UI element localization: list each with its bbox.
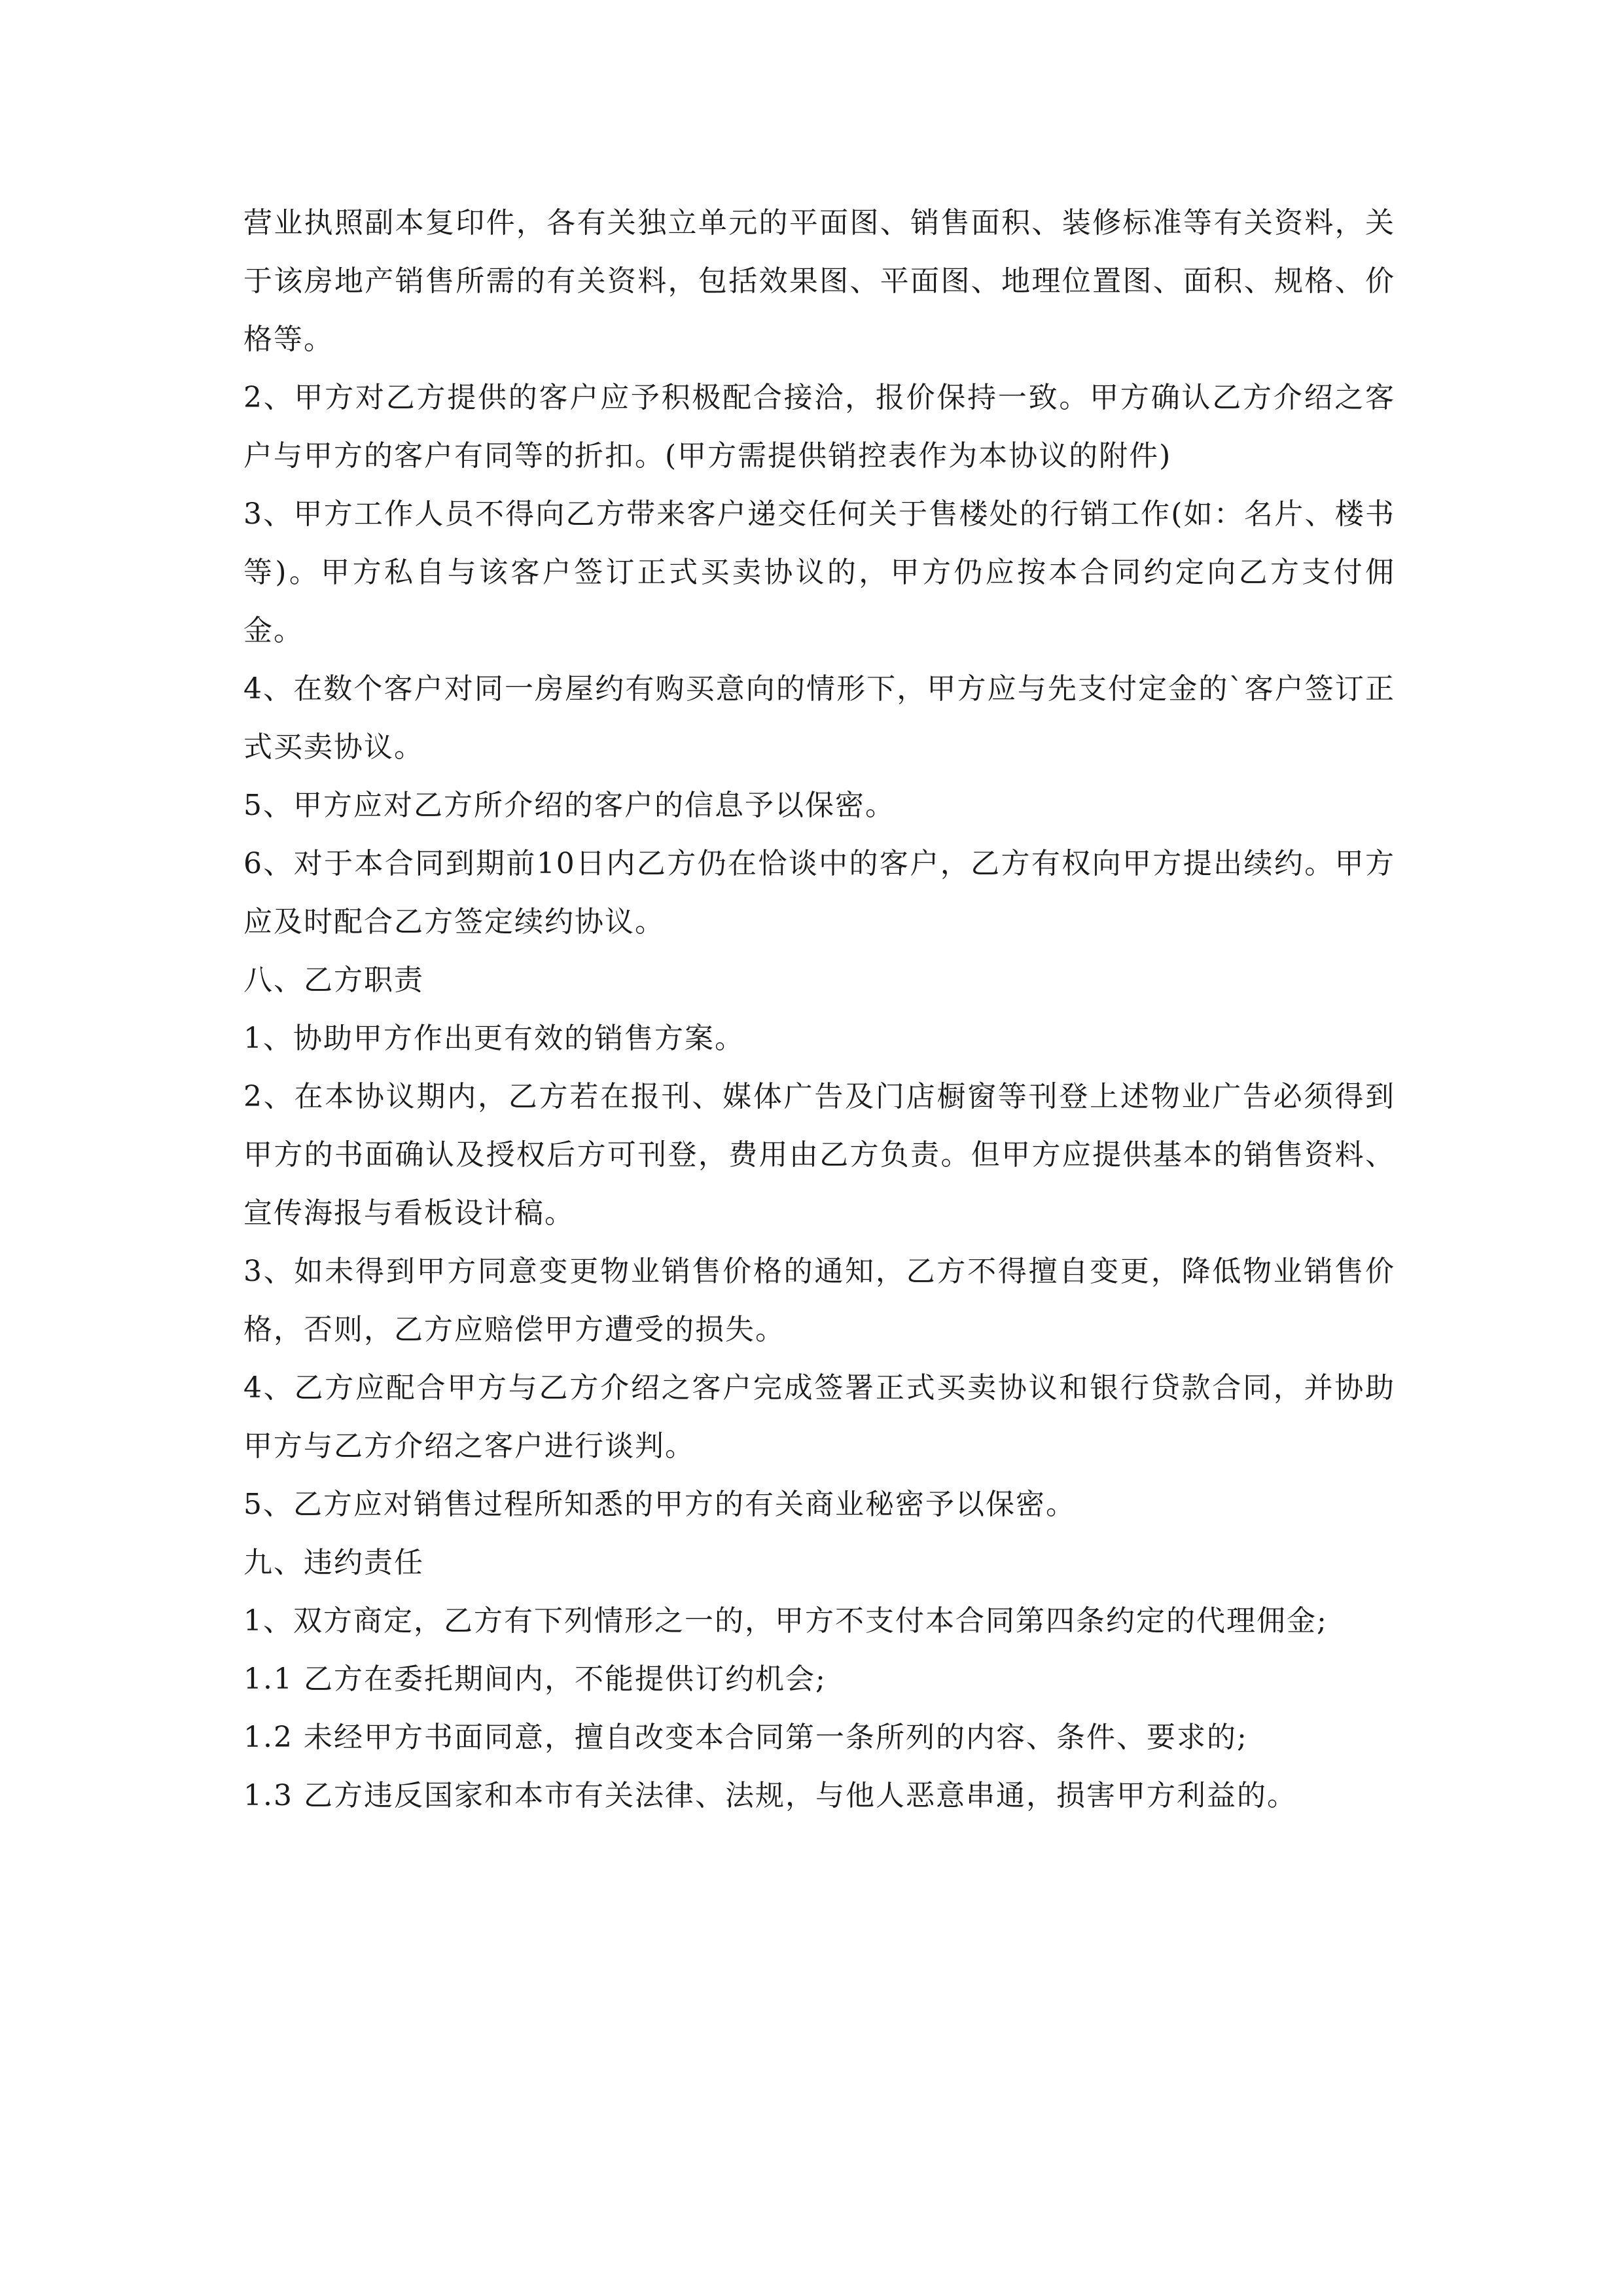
paragraph-party-a-item-5: 5、甲方应对乙方所介绍的客户的信息予以保密。 — [243, 789, 895, 822]
paragraph-party-a-item-2: 2、甲方对乙方提供的客户应予积极配合接洽，报价保持一致。甲方确认乙方介绍之客户与甲方的客户有同等的折扣。(甲方需提供销控表作为本协议的附件) — [243, 381, 1395, 473]
paragraph-party-a-item-4: 4、在数个客户对同一房屋约有购买意向的情形下，甲方应与先支付定金的`客户签订正式买卖协议。 — [243, 672, 1395, 764]
paragraph-party-a-item-3: 3、甲方工作人员不得向乙方带来客户递交任何关于售楼处的行销工作(如：名片、楼书等)。甲方私自与该客户签订正式买卖协议的，甲方仍应按本合同约定向乙方支付佣金。 — [243, 497, 1395, 647]
paragraph-breach-item-1: 1、双方商定，乙方有下列情形之一的，甲方不支付本合同第四条约定的代理佣金; — [243, 1604, 1328, 1638]
document-page — [243, 194, 1395, 1825]
paragraph-party-b-item-2: 2、在本协议期内，乙方若在报刊、媒体广告及门店橱窗等刊登上述物业广告必须得到甲方的书面确认及授权后方可刊登，费用由乙方负责。但甲方应提供基本的销售资料、宣传海报与看板设计稿。 — [243, 1080, 1395, 1230]
paragraph-materials-continued: 营业执照副本复印件，各有关独立单元的平面图、销售面积、装修标准等有关资料，关于该房地产销售所需的有关资料，包括效果图、平面图、地理位置图、面积、规格、价格等。 — [243, 206, 1395, 356]
paragraph-breach-item-1-2: 1.2 未经甲方书面同意，擅自改变本合同第一条所列的内容、条件、要求的; — [243, 1721, 1248, 1754]
paragraph-party-b-item-4: 4、乙方应配合甲方与乙方介绍之客户完成签署正式买卖协议和银行贷款合同，并协助甲方与乙方介绍之客户进行谈判。 — [243, 1371, 1395, 1463]
paragraph-breach-item-1-1: 1.1 乙方在委托期间内，不能提供订约机会; — [243, 1662, 827, 1696]
section-heading-breach-liability: 九、违约责任 — [243, 1546, 424, 1579]
paragraph-breach-item-1-3: 1.3 乙方违反国家和本市有关法律、法规，与他人恶意串通，损害甲方利益的。 — [243, 1779, 1297, 1812]
paragraph-party-a-item-6: 6、对于本合同到期前10日内乙方仍在恰谈中的客户，乙方有权向甲方提出续约。甲方应及时配合乙方签定续约协议。 — [243, 847, 1395, 939]
paragraph-party-b-item-1: 1、协助甲方作出更有效的销售方案。 — [243, 1022, 745, 1055]
paragraph-party-b-item-5: 5、乙方应对销售过程所知悉的甲方的有关商业秘密予以保密。 — [243, 1488, 1076, 1521]
section-heading-party-b-duties: 八、乙方职责 — [243, 963, 424, 997]
paragraph-party-b-item-3: 3、如未得到甲方同意变更物业销售价格的通知，乙方不得擅自变更，降低物业销售价格，否则，乙方应赔偿甲方遭受的损失。 — [243, 1255, 1395, 1346]
